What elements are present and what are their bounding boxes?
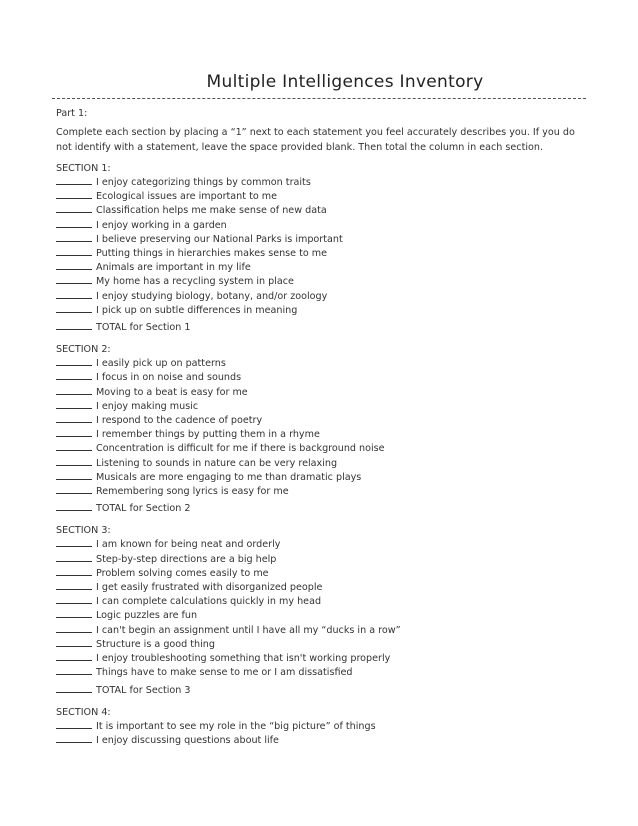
- statement-text: I focus in on noise and sounds: [96, 372, 242, 384]
- section-4: [56, 706, 582, 747]
- answer-blank[interactable]: [56, 175, 92, 185]
- statement-text: I enjoy discussing questions about life: [96, 734, 279, 746]
- section-total-label: TOTAL for Section 3: [96, 684, 191, 696]
- section-total-row: [56, 320, 582, 334]
- statement-row: [56, 733, 582, 747]
- answer-blank[interactable]: [56, 651, 92, 661]
- statement-text: I enjoy making music: [96, 400, 199, 412]
- answer-blank[interactable]: [56, 441, 92, 451]
- total-blank[interactable]: [56, 501, 92, 511]
- statement-row: [56, 537, 582, 551]
- statement-text: I easily pick up on patterns: [96, 358, 226, 370]
- answer-blank[interactable]: [56, 566, 92, 576]
- section-total-label: TOTAL for Section 1: [96, 322, 191, 334]
- answer-blank[interactable]: [56, 470, 92, 480]
- answer-blank[interactable]: [56, 580, 92, 590]
- statement-row: [56, 552, 582, 566]
- statement-text: Classification helps me make sense of new data: [96, 205, 327, 217]
- answer-blank[interactable]: [56, 456, 92, 466]
- statement-text: Musicals are more engaging to me than dramatic plays: [96, 471, 362, 483]
- statement-text: My home has a recycling system in place: [96, 276, 294, 288]
- answer-blank[interactable]: [56, 218, 92, 228]
- answer-blank[interactable]: [56, 370, 92, 380]
- statement-row: [56, 289, 582, 303]
- statement-row: [56, 608, 582, 622]
- statement-row: [56, 189, 582, 203]
- section-total-row: [56, 683, 582, 697]
- answer-blank[interactable]: [56, 537, 92, 547]
- statement-row: [56, 246, 582, 260]
- answer-blank[interactable]: [56, 289, 92, 299]
- answer-blank[interactable]: [56, 385, 92, 395]
- part-label: Part 1:: [56, 108, 88, 119]
- section-heading: SECTION 1:: [56, 163, 111, 174]
- document-page: [56, 72, 582, 756]
- section-2: [56, 343, 582, 515]
- statement-text: Concentration is difficult for me if there is background noise: [96, 443, 385, 455]
- statement-text: Things have to make sense to me or I am dissatisfied: [96, 667, 353, 679]
- answer-blank[interactable]: [56, 665, 92, 675]
- answer-blank[interactable]: [56, 637, 92, 647]
- section-3: [56, 524, 582, 696]
- answer-blank[interactable]: [56, 608, 92, 618]
- statement-text: I enjoy categorizing things by common traits: [96, 177, 311, 188]
- statement-row: [56, 399, 582, 413]
- section-heading: SECTION 2:: [56, 344, 111, 356]
- statement-row: [56, 441, 582, 455]
- statement-text: I enjoy working in a garden: [96, 219, 227, 231]
- statement-row: [56, 203, 582, 217]
- statement-row: [56, 427, 582, 441]
- sections-container: [56, 162, 582, 747]
- statement-row: [56, 651, 582, 665]
- statement-text: I enjoy troubleshooting something that isn't working properly: [96, 653, 391, 665]
- answer-blank[interactable]: [56, 232, 92, 242]
- statement-row: [56, 456, 582, 470]
- statement-text: Logic puzzles are fun: [96, 610, 198, 622]
- statement-row: [56, 470, 582, 484]
- statement-row: [56, 413, 582, 427]
- statement-text: I remember things by putting them in a rhyme: [96, 429, 320, 441]
- statement-row: [56, 260, 582, 274]
- statement-row: [56, 637, 582, 651]
- answer-blank[interactable]: [56, 719, 92, 729]
- statement-text: Structure is a good thing: [96, 638, 215, 650]
- statement-text: I get easily frustrated with disorganized people: [96, 582, 323, 594]
- statement-text: Listening to sounds in nature can be very relaxing: [96, 457, 338, 469]
- statement-row: [56, 566, 582, 580]
- statement-row: [56, 175, 582, 189]
- statement-text: Moving to a beat is easy for me: [96, 386, 248, 398]
- statement-text: I enjoy studying biology, botany, and/or zoology: [96, 290, 328, 302]
- statement-text: Ecological issues are important to me: [96, 191, 277, 203]
- answer-blank[interactable]: [56, 356, 92, 366]
- answer-blank[interactable]: [56, 303, 92, 313]
- page-title: Multiple Intelligences Inventory: [206, 72, 484, 92]
- statement-row: [56, 594, 582, 608]
- answer-blank[interactable]: [56, 260, 92, 270]
- total-blank[interactable]: [56, 683, 92, 693]
- statement-row: [56, 356, 582, 370]
- statement-text: I can complete calculations quickly in my head: [96, 596, 322, 608]
- answer-blank[interactable]: [56, 427, 92, 437]
- statement-text: Remembering song lyrics is easy for me: [96, 486, 289, 498]
- statement-text: I believe preserving our National Parks is important: [96, 233, 343, 245]
- answer-blank[interactable]: [56, 274, 92, 284]
- statement-row: [56, 580, 582, 594]
- total-blank[interactable]: [56, 320, 92, 330]
- answer-blank[interactable]: [56, 552, 92, 562]
- answer-blank[interactable]: [56, 203, 92, 213]
- statement-row: [56, 303, 582, 317]
- answer-blank[interactable]: [56, 413, 92, 423]
- statement-row: [56, 218, 582, 232]
- section-total-row: [56, 501, 582, 515]
- answer-blank[interactable]: [56, 399, 92, 409]
- section-heading: SECTION 4:: [56, 706, 111, 718]
- answer-blank[interactable]: [56, 594, 92, 604]
- section-1: [56, 162, 582, 334]
- statement-row: [56, 370, 582, 384]
- statement-text: Putting things in hierarchies makes sense to me: [96, 248, 328, 260]
- answer-blank[interactable]: [56, 623, 92, 633]
- statement-text: I am known for being neat and orderly: [96, 539, 281, 551]
- instructions: Complete each section by placing a “1” next to each statement you feel accurately describes you. If you do not identify with a statement, leave the space provided blank. Then total the column in each section.: [56, 127, 575, 153]
- statement-row: [56, 385, 582, 399]
- statement-text: Problem solving comes easily to me: [96, 567, 269, 579]
- answer-blank[interactable]: [56, 189, 92, 199]
- statement-text: I can't begin an assignment until I have all my “ducks in a row”: [96, 624, 401, 636]
- statement-text: Animals are important in my life: [96, 262, 251, 274]
- statement-row: [56, 484, 582, 498]
- section-heading: SECTION 3:: [56, 525, 111, 537]
- statement-row: [56, 274, 582, 288]
- statement-row: [56, 232, 582, 246]
- answer-blank[interactable]: [56, 246, 92, 256]
- section-total-label: TOTAL for Section 2: [96, 503, 191, 515]
- statement-row: [56, 665, 582, 679]
- answer-blank[interactable]: [56, 733, 92, 743]
- statement-text: I pick up on subtle differences in meaning: [96, 304, 298, 316]
- dashed-divider: [52, 98, 586, 99]
- statement-text: It is important to see my role in the “big picture” of things: [96, 720, 376, 732]
- statement-text: Step-by-step directions are a big help: [96, 553, 277, 565]
- answer-blank[interactable]: [56, 484, 92, 494]
- statement-row: [56, 719, 582, 733]
- statement-row: [56, 623, 582, 637]
- statement-text: I respond to the cadence of poetry: [96, 415, 263, 427]
